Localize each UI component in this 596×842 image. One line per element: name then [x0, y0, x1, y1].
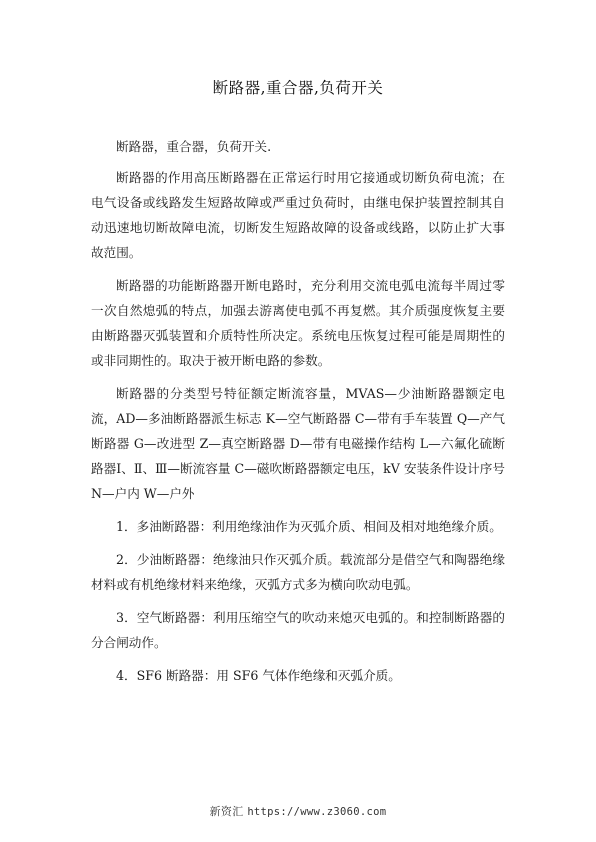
intro-paragraph: 断路器，重合器，负荷开关. [116, 139, 272, 154]
paragraph-breaking: 断路器的功能断路器开断电路时，充分利用交流电弧电流每半周过零一次自然熄弧的特点，加强去游离使电弧不再复燃。其介质强度恢复主要由断路器灭弧装置和介质特性所决定。系统电压恢复过程可能是周期性的或非同期性的。取决于被开断电路的参数。 [91, 278, 505, 368]
footer-url-link[interactable]: https://www.z3060.com [247, 806, 387, 818]
footer-site-name: 新资汇 [209, 805, 244, 818]
page-footer [0, 803, 596, 819]
list-item: 1．多油断路器：利用绝缘油作为灭弧介质、相间及相对地绝缘介质。 [116, 519, 502, 534]
list-item: 4．SF6 断路器：用 SF6 气体作绝缘和灭弧介质。 [116, 668, 401, 683]
list-item: 2．少油断路器：绝缘油只作灭弧介质。载流部分是借空气和陶器绝缘材料或有机绝缘材料来绝缘，灭弧方式多为横向吹动电弧。 [91, 552, 505, 592]
paragraph-classification: 断路器的分类型号特征额定断流容量，MVAS—少油断路器额定电流，AD—多油断路器派生标志 K—空气断路器 C—带有手车装置 Q—产气断路器 G—改进型 Z—真空断路器 D—带有电磁操作结构 L—六氟化硫断路器Ⅰ、Ⅱ、Ⅲ—断流容量 C—磁吹断路器额定电压，kV 安装条件设计序号 N—户内 W—户外 [91, 386, 505, 501]
document-title: 断路器,重合器,负荷开关 [212, 79, 384, 97]
paragraph-function: 断路器的作用高压断路器在正常运行时用它接通或切断负荷电流；在电气设备或线路发生短路故障或严重过负荷时，由继电保护装置控制其自动迅速地切断故障电流，切断发生短路故障的设备或线路，以防止扩大事故范围。 [91, 170, 505, 260]
document-body [91, 134, 505, 696]
list-item: 3．空气断路器：利用压缩空气的吹动来熄灭电弧的。和控制断路器的分合闸动作。 [91, 610, 505, 650]
